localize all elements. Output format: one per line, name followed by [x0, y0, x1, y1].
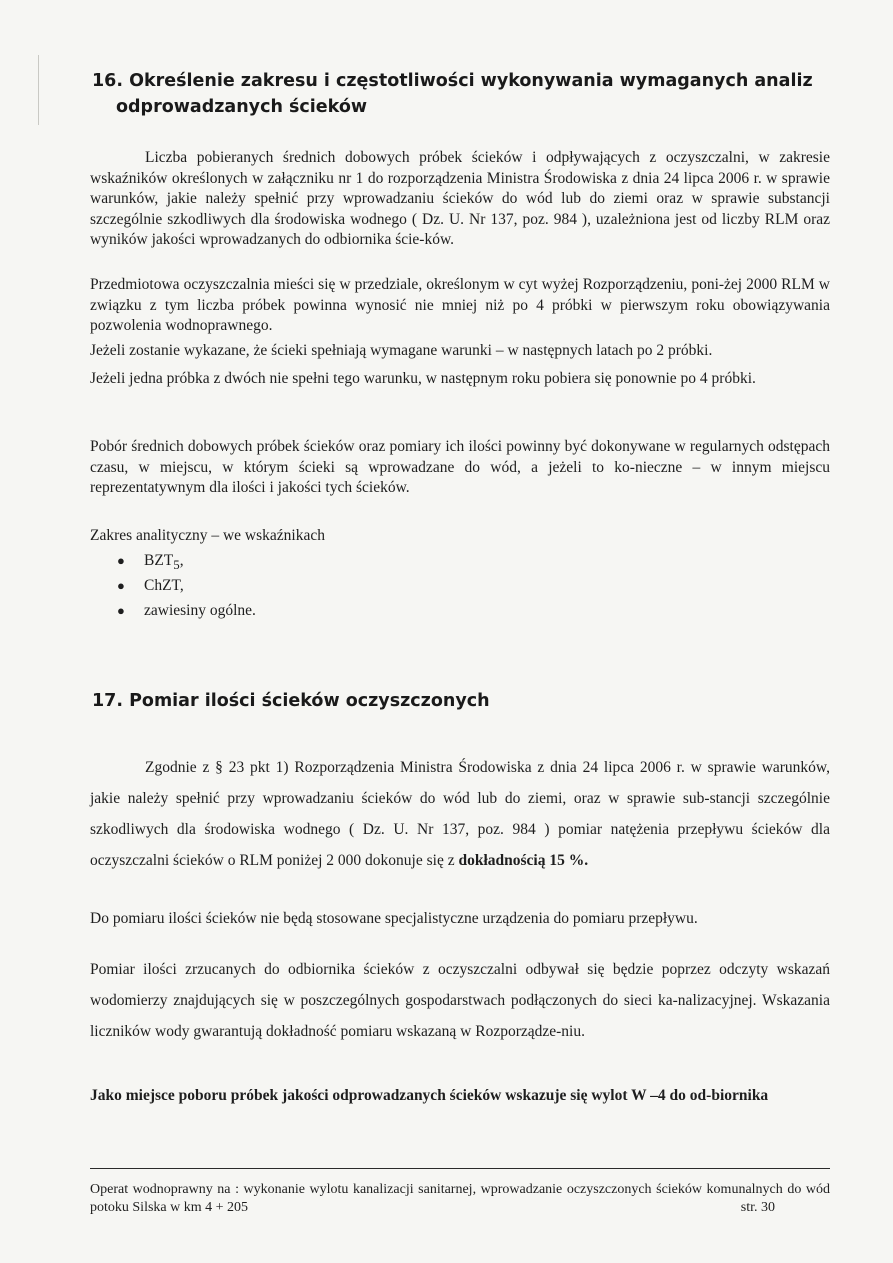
accuracy-value: dokładnością 15 %. [458, 852, 589, 869]
section-17-heading: 17. Pomiar ilości ścieków oczyszczonych [92, 691, 490, 711]
list-item-text: ChZT, [144, 577, 184, 594]
list-item-tail: , [179, 552, 184, 569]
section-16-heading [92, 68, 837, 120]
section-16-paragraph-1: Liczba pobieranych średnich dobowych próbek ścieków i odpływających z oczyszczalni, w zakresie wskaźników określonych w załączniku nr 1 do rozporządzenia Ministra Środowiska z dnia 24 lipca 2006 r. w sprawie warunków, jakie należy spełnić przy wprowadzaniu ścieków do wód lub do ziemi oraz w sprawie substancji szczególnie szkodliwych dla środowiska wodnego ( Dz. U. Nr 137, poz. 984 ), uzależniona jest od liczby RLM oraz wyników jakości wprowadzanych do odbiornika ście-ków. [90, 149, 830, 248]
section-17-paragraph-1-text: Zgodnie z § 23 pkt 1) Rozporządzenia Ministra Środowiska z dnia 24 lipca 2006 r. w sprawie warunków, jakie należy spełnić przy wprowadzaniu ścieków do wód lub do ziemi, oraz w sprawie sub-stancji szczególnie szkodliwych dla środowiska wodnego ( Dz. U. Nr 137, poz. 984 ) pomiar natężenia przepływu ścieków dla oczyszczalni ścieków o RLM poniżej 2 000 dokonuje się z [90, 759, 830, 869]
list-item-text: BZT [144, 552, 174, 569]
section-16-paragraph-4: Jeżeli jedna próbka z dwóch nie spełni tego warunku, w następnym roku pobiera się ponownie po 4 próbki. [90, 370, 756, 387]
page-footer [90, 1181, 830, 1217]
section-17-paragraph-1 [90, 752, 830, 876]
analytical-scope-intro: Zakres analityczny – we wskaźnikach [90, 527, 325, 544]
section-17-paragraph-2: Do pomiaru ilości ścieków nie będą stosowane specjalistyczne urządzenia do pomiaru przepływu. [90, 910, 698, 927]
list-item-text: zawiesiny ogólne. [144, 602, 256, 619]
list-item-subscript: 5 [173, 557, 180, 573]
section-17-paragraph-3: Pomiar ilości zrzucanych do odbiornika ścieków z oczyszczalni odbywał się będzie poprzez odczyty wskazań wodomierzy znajdujących się w poszczególnych gospodarstwach podłączonych do sieci ka-nalizacyjnej. Wskazania liczników wody gwarantują dokładność pomiaru wskazaną w Rozporządze-niu. [90, 961, 830, 1040]
section-16-heading-line2: odprowadzanych ścieków [116, 97, 368, 117]
bullet-dot: ● [117, 603, 125, 618]
section-16-paragraph-5: Pobór średnich dobowych próbek ścieków oraz pomiary ich ilości powinny być dokonywane w regularnych odstępach czasu, w miejscu, w którym ścieki są wprowadzane do wód, a jeżeli to ko-nieczne – w innym miejscu reprezentatywnym dla ilości i jakości tych ścieków. [90, 438, 830, 496]
section-16-heading-line1: 16. Określenie zakresu i częstotliwości wykonywania wymaganych analiz [92, 71, 813, 91]
bullet-dot: ● [117, 578, 125, 593]
analytical-scope-list [92, 548, 256, 623]
sampling-point-statement: Jako miejsce poboru próbek jakości odprowadzanych ścieków wskazuje się wylot W –4 do od-biornika [90, 1087, 769, 1104]
section-16-paragraph-2: Przedmiotowa oczyszczalnia mieści się w przedziale, określonym w cyt wyżej Rozporządzeniu, poni-żej 2000 RLM w związku z tym liczba próbek powinna wynosić nie mniej niż po 4 próbki w pierwszym roku obowiązywania pozwolenia wodnoprawnego. [90, 276, 830, 334]
list-item [92, 573, 256, 598]
list-item [92, 548, 256, 573]
footer-text: Operat wodnoprawny na : wykonanie wylotu kanalizacji sanitarnej, wprowadzanie oczyszczonych ścieków komunalnych do wód potoku Silska w km 4 + 205 [90, 1182, 830, 1215]
list-item [92, 598, 256, 623]
footer-divider [90, 1168, 830, 1169]
bullet-dot: ● [117, 553, 125, 568]
section-16-paragraph-3: Jeżeli zostanie wykazane, że ścieki spełniają wymagane warunki – w następnych latach po 2 próbki. [90, 342, 713, 359]
page-number: str. 30 [740, 1200, 775, 1215]
scan-margin-mark [38, 55, 39, 125]
